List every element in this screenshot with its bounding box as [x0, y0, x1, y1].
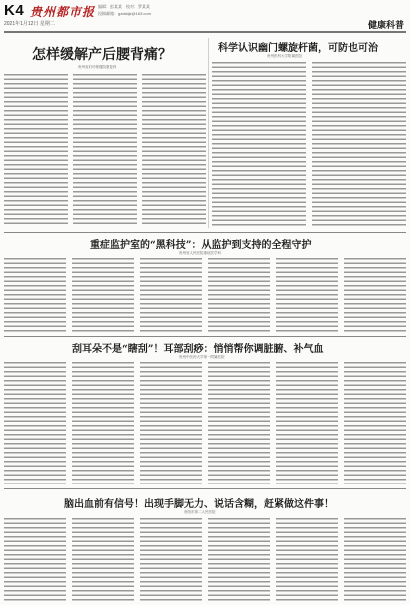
editor-credits: 编辑：彭某某 校对：罗某某	[98, 4, 150, 9]
article-body-column	[208, 518, 270, 601]
page-number: K4	[4, 2, 25, 19]
article-body-column	[344, 362, 406, 484]
article-ear-scraping	[4, 338, 406, 486]
issue-date: 2021年1月12日 星期二	[4, 21, 55, 27]
article-body-column	[140, 258, 202, 332]
article-stroke-warning	[4, 490, 406, 603]
article-body-column	[4, 518, 66, 601]
submission-email: 投稿邮箱：gzdsbjk@163.com	[98, 11, 151, 16]
section-name: 健康科普	[367, 20, 404, 30]
article-body-column	[208, 258, 270, 332]
article-body-column	[4, 258, 66, 332]
article-body-column	[4, 362, 66, 484]
newspaper-logo: 贵州都市报	[30, 5, 96, 19]
article-body-column	[4, 74, 68, 226]
article-body-column	[140, 518, 202, 601]
article-title: 刮耳朵不是“瞎刮”！耳部刮痧：悄悄帮你调脏腑、补气血	[72, 344, 324, 355]
article-helicobacter-pylori	[212, 34, 406, 230]
article-body-column	[344, 518, 406, 601]
article-title: 脑出血前有信号！出现手脚无力、说话含糊，赶紧做这件事！	[64, 499, 334, 510]
article-body-column	[344, 258, 406, 332]
article-icu-technology	[4, 234, 406, 334]
article-byline: 贵阳市第二人民医院	[184, 510, 216, 514]
article-body-column	[142, 74, 206, 226]
article-byline: 贵州省人民医院重症医学科	[179, 251, 221, 255]
section-divider	[4, 232, 406, 233]
section-divider	[4, 336, 406, 337]
section-divider	[4, 488, 406, 489]
article-title: 重症监护室的“黑科技”：从监护到支持的全程守护	[90, 240, 312, 251]
column-divider	[208, 38, 209, 228]
article-body-column	[72, 258, 134, 332]
article-byline: 贵州中医药大学第一附属医院	[179, 355, 225, 359]
masthead	[0, 0, 410, 34]
article-body-column	[276, 258, 338, 332]
article-body-column	[276, 362, 338, 484]
article-body-column	[72, 362, 134, 484]
article-body-column	[72, 518, 134, 601]
article-byline: 贵州医科大学附属医院	[267, 54, 302, 58]
article-postpartum-back-pain	[4, 34, 208, 230]
article-body-column	[140, 362, 202, 484]
article-title: 怎样缓解产后腰背痛？	[32, 47, 172, 63]
article-body-column	[276, 518, 338, 601]
masthead-rule	[4, 31, 406, 33]
article-body-column	[312, 62, 406, 226]
article-title: 科学认识幽门螺旋杆菌，可防也可治	[218, 43, 378, 54]
article-body-column	[208, 362, 270, 484]
article-body-column	[73, 74, 137, 226]
article-byline: 贵州省妇幼保健院康复科	[78, 65, 117, 69]
article-body-column	[212, 62, 306, 226]
